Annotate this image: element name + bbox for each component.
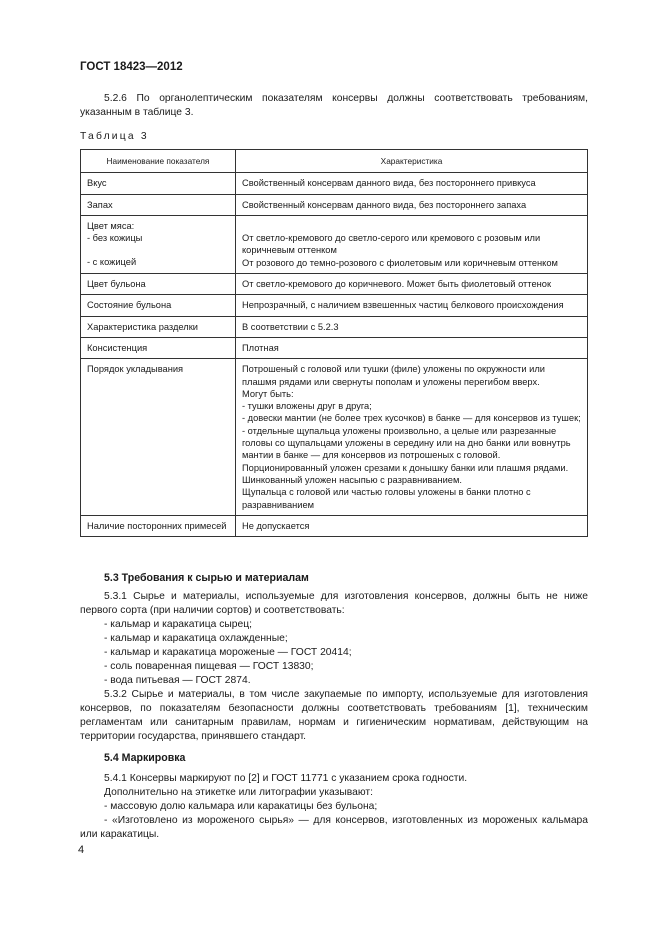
packing-line: - тушки вложены друг в друга; [242,401,372,412]
table-row [81,274,588,295]
row-name-broth-color: Цвет бульона [81,274,236,295]
row-name-broth-state: Состояние бульона [81,295,236,316]
packing-line: - довески мантии (не более трех кусочков) в банке — для консервов из тушек; [242,413,581,424]
row-name-meat-color [81,215,236,273]
list-item: - «Изготовлено из мороженого сырья» — для консервов, изготовленных из мороженых кальмара или каракатицы. [80,815,588,840]
row-value-impurities: Не допускается [236,515,588,536]
section-5-3-body [80,590,588,744]
section-5-4-body [80,772,588,842]
row-name-smell: Запах [81,194,236,215]
table-caption: Таблица 3 [80,131,149,142]
clause-5-4-1: 5.4.1 Консервы маркируют по [2] и ГОСТ 11771 с указанием срока годности. [104,773,468,784]
page-number: 4 [78,844,85,856]
row-value-broth-color: От светло-кремового до коричневого. Может быть фиолетовый оттенок [236,274,588,295]
packing-line: Потрошеный с головой или тушки (филе) уложены по окружности или плашмя рядами или свернуты пополам и уложены перегибом вверх. [242,364,545,387]
row-value-packing [236,359,588,516]
table-row [81,359,588,516]
col-header-indicator: Наименование показателя [81,150,236,173]
packing-line: Щупальца с головой или частью головы уложены в банки плотно с разравниванием [242,487,531,510]
meat-color-skin-value: От розового до темно-розового с фиолетовым или коричневым оттенком [242,257,558,268]
packing-line: Шинкованный уложен насыпью с разравниванием. [242,474,462,485]
list-item: - вода питьевая — ГОСТ 2874. [104,675,251,686]
table-row [81,173,588,194]
table-row [81,515,588,536]
table-row [81,337,588,358]
packing-line: - отдельные щупальца уложены произвольно, а целые или разрезанные головы со щупальцами уложены в середину или на дно банки или вовнутрь мантии в банке — для консервов из потрошеных с головой. [242,425,571,461]
list-item: - массовую долю кальмара или каракатицы без бульона; [104,801,378,812]
clause-5-3-2: 5.3.2 Сырье и материалы, в том числе закупаемые по импорту, используемые для изготовления консервов, по показателям безопасности должны соответствовать требованиям [1], техническим регламентам или санитарным правилам, нормам и гигиеническим нормативам, действующим на территории государства, принявшего стандарт. [80,689,588,742]
table-header-row [81,150,588,173]
packing-line: Могут быть: [242,388,294,399]
row-value-taste: Свойственный консервам данного вида, без постороннего привкуса [236,173,588,194]
meat-color-skinless-label: - без кожицы [87,233,143,244]
row-name-taste: Вкус [81,173,236,194]
table-row [81,295,588,316]
list-item: - кальмар и каракатица охлажденные; [104,633,288,644]
spacer [242,220,581,232]
table-row [81,194,588,215]
intro-paragraph [80,92,588,120]
section-5-3-title: 5.3 Требования к сырью и материалам [104,572,309,584]
row-value-meat-color [236,215,588,273]
row-name-packing: Порядок укладывания [81,359,236,516]
list-item: - кальмар и каракатица мороженые — ГОСТ 20414; [104,647,352,658]
clause-5-3-1: 5.3.1 Сырье и материалы, используемые для изготовления консервов, должны быть не ниже первого сорта (при наличии сортов) и соответствовать: [80,591,588,616]
row-name-cutting: Характеристика разделки [81,316,236,337]
spacer [87,244,229,256]
row-name-consistency: Консистенция [81,337,236,358]
meat-color-skin-label: - с кожицей [87,257,137,268]
table-row [81,215,588,273]
table-row [81,316,588,337]
row-value-cutting: В соответствии с 5.2.3 [236,316,588,337]
document-code-header: ГОСТ 18423—2012 [80,61,183,73]
row-name-impurities: Наличие посторонних примесей [81,515,236,536]
organoleptic-table [80,149,588,537]
clause-5-2-6: 5.2.6 По органолептическим показателям консервы должны соответствовать требованиям, указанным в таблице 3. [80,93,588,118]
labeling-intro: Дополнительно на этикетке или литографии указывают: [104,787,373,798]
list-item: - соль поваренная пищевая — ГОСТ 13830; [104,661,314,672]
row-value-broth-state: Непрозрачный, с наличием взвешенных частиц белкового происхождения [236,295,588,316]
packing-line: Порционированный уложен срезами к донышку банки или плашмя рядами. [242,462,569,473]
row-value-smell: Свойственный консервам данного вида, без постороннего запаха [236,194,588,215]
row-value-consistency: Плотная [236,337,588,358]
list-item: - кальмар и каракатица сырец; [104,619,252,630]
section-5-4-title: 5.4 Маркировка [104,752,186,764]
meat-color-skinless-value: От светло-кремового до светло-серого или кремового с розовым или коричневым оттенком [242,233,541,256]
meat-color-label: Цвет мяса: [87,220,135,231]
col-header-characteristic: Характеристика [236,150,588,173]
